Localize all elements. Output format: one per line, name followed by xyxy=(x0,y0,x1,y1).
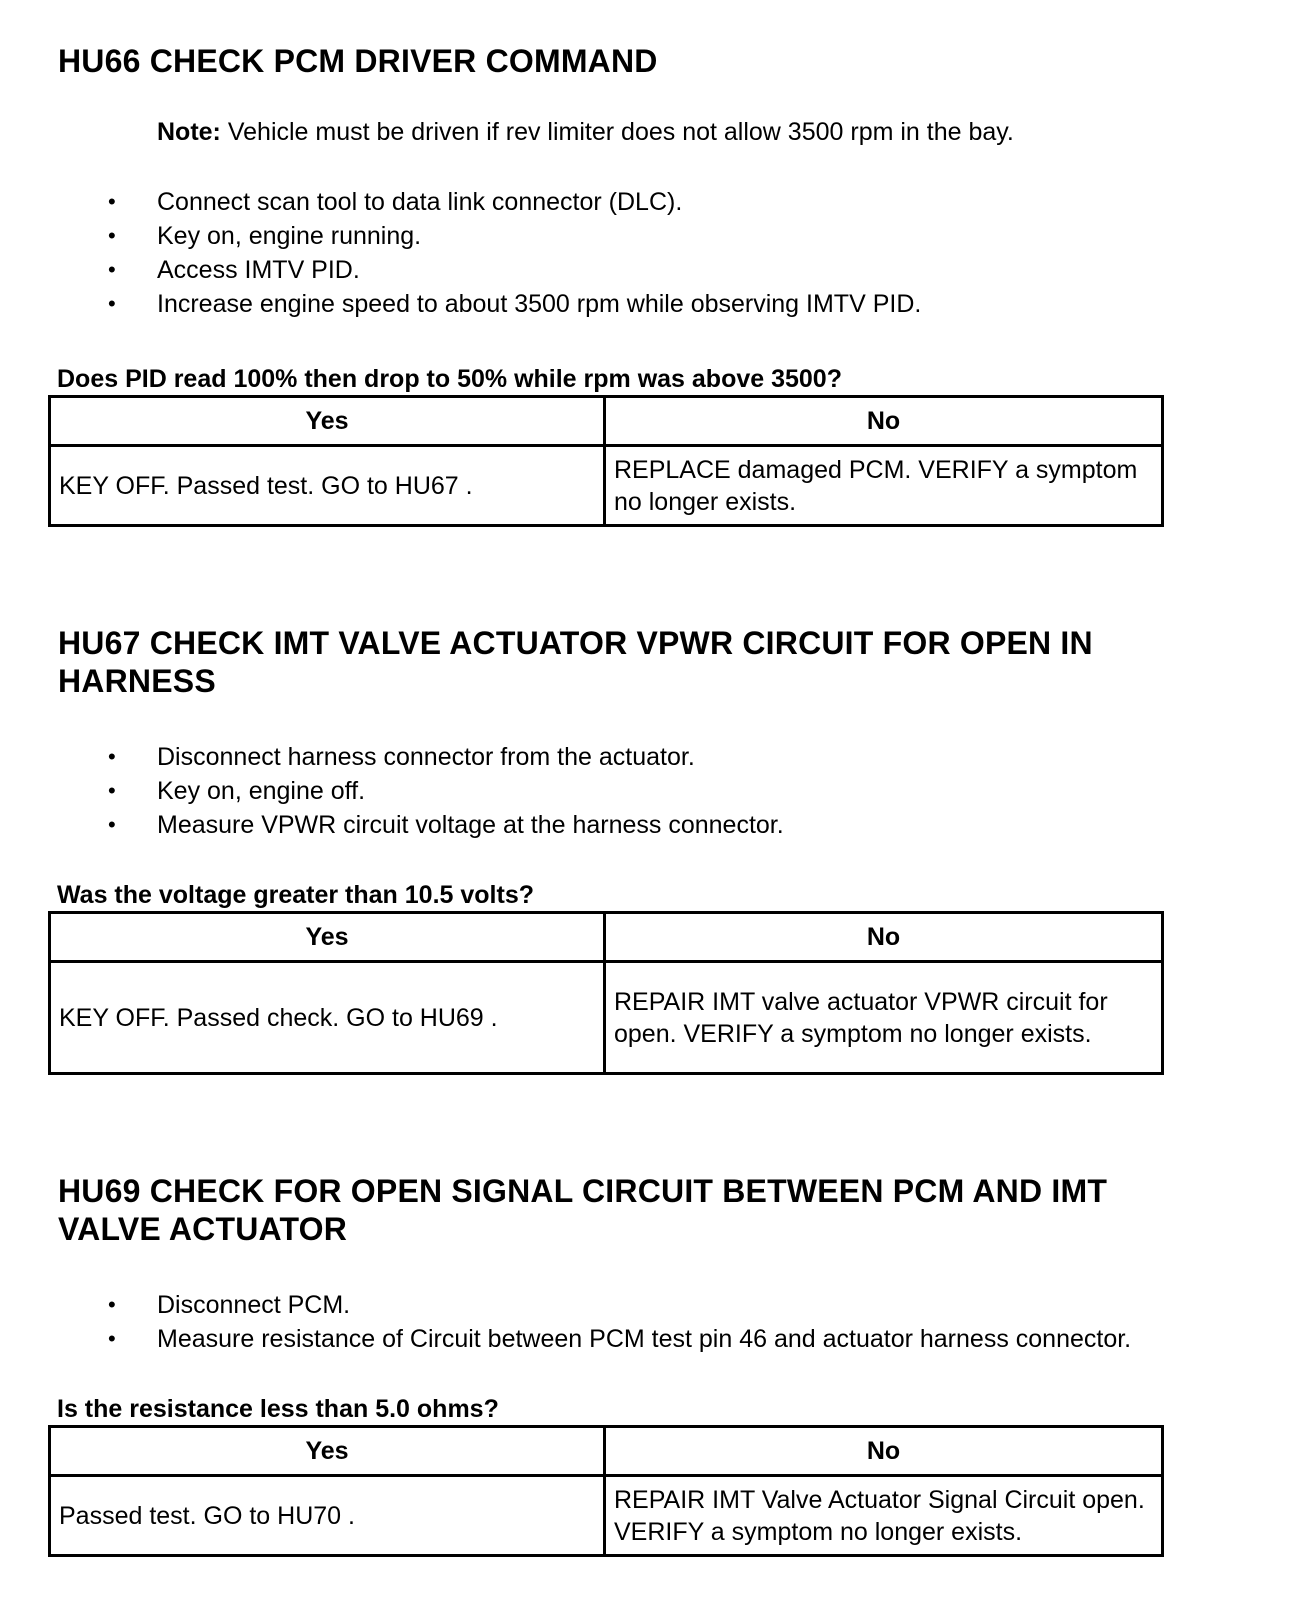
yes-header: Yes xyxy=(50,913,605,962)
bullet-icon: • xyxy=(108,257,116,282)
question: Was the voltage greater than 10.5 volts? xyxy=(57,881,534,909)
bullet-icon: • xyxy=(108,744,116,769)
bullet-list xyxy=(0,740,784,842)
no-cell: REPAIR IMT Valve Actuator Signal Circuit open. VERIFY a symptom no longer exists. xyxy=(605,1476,1163,1556)
yes-cell: KEY OFF. Passed test. GO to HU67 . xyxy=(50,446,605,526)
note-label: Note: xyxy=(157,118,221,146)
yes-header: Yes xyxy=(50,1427,605,1476)
list-item: • Connect scan tool to data link connector (DLC). xyxy=(0,185,921,219)
question: Is the resistance less than 5.0 ohms? xyxy=(57,1395,499,1423)
no-header: No xyxy=(605,913,1163,962)
bullet-icon: • xyxy=(108,189,116,214)
note-text: Vehicle must be driven if rev limiter does not allow 3500 rpm in the bay. xyxy=(220,118,1014,146)
bullet-icon: • xyxy=(108,778,116,803)
no-header: No xyxy=(605,397,1163,446)
bullet-icon: • xyxy=(108,812,116,837)
note xyxy=(157,117,1014,147)
yes-cell: KEY OFF. Passed check. GO to HU69 . xyxy=(50,962,605,1074)
decision-table xyxy=(48,1425,1164,1557)
no-cell: REPLACE damaged PCM. VERIFY a symptom no longer exists. xyxy=(605,446,1163,526)
section-title: HU67 CHECK IMT VALVE ACTUATOR VPWR CIRCUIT FOR OPEN IN HARNESS xyxy=(58,625,1093,699)
no-cell: REPAIR IMT valve actuator VPWR circuit for open. VERIFY a symptom no longer exists. xyxy=(605,962,1163,1074)
section-title: HU66 CHECK PCM DRIVER COMMAND xyxy=(58,43,658,79)
section-title: HU69 CHECK FOR OPEN SIGNAL CIRCUIT BETWEEN PCM AND IMT VALVE ACTUATOR xyxy=(58,1173,1108,1247)
list-item: • Measure resistance of Circuit between PCM test pin 46 and actuator harness connector. xyxy=(0,1322,1131,1356)
list-item: • Disconnect PCM. xyxy=(0,1288,1131,1322)
bullet-icon: • xyxy=(108,1292,116,1317)
bullet-list xyxy=(0,1288,1131,1356)
list-item: • Key on, engine running. xyxy=(0,219,921,253)
list-item: • Measure VPWR circuit voltage at the harness connector. xyxy=(0,808,784,842)
yes-cell: Passed test. GO to HU70 . xyxy=(50,1476,605,1556)
yes-header: Yes xyxy=(50,397,605,446)
bullet-icon: • xyxy=(108,1326,116,1351)
question: Does PID read 100% then drop to 50% while rpm was above 3500? xyxy=(57,365,842,393)
list-item: • Key on, engine off. xyxy=(0,774,784,808)
decision-table xyxy=(48,911,1164,1075)
bullet-icon: • xyxy=(108,223,116,248)
list-item: • Increase engine speed to about 3500 rpm while observing IMTV PID. xyxy=(0,287,921,321)
list-item: • Disconnect harness connector from the actuator. xyxy=(0,740,784,774)
bullet-icon: • xyxy=(108,291,116,316)
no-header: No xyxy=(605,1427,1163,1476)
list-item: • Access IMTV PID. xyxy=(0,253,921,287)
decision-table xyxy=(48,395,1164,527)
bullet-list xyxy=(0,185,921,321)
